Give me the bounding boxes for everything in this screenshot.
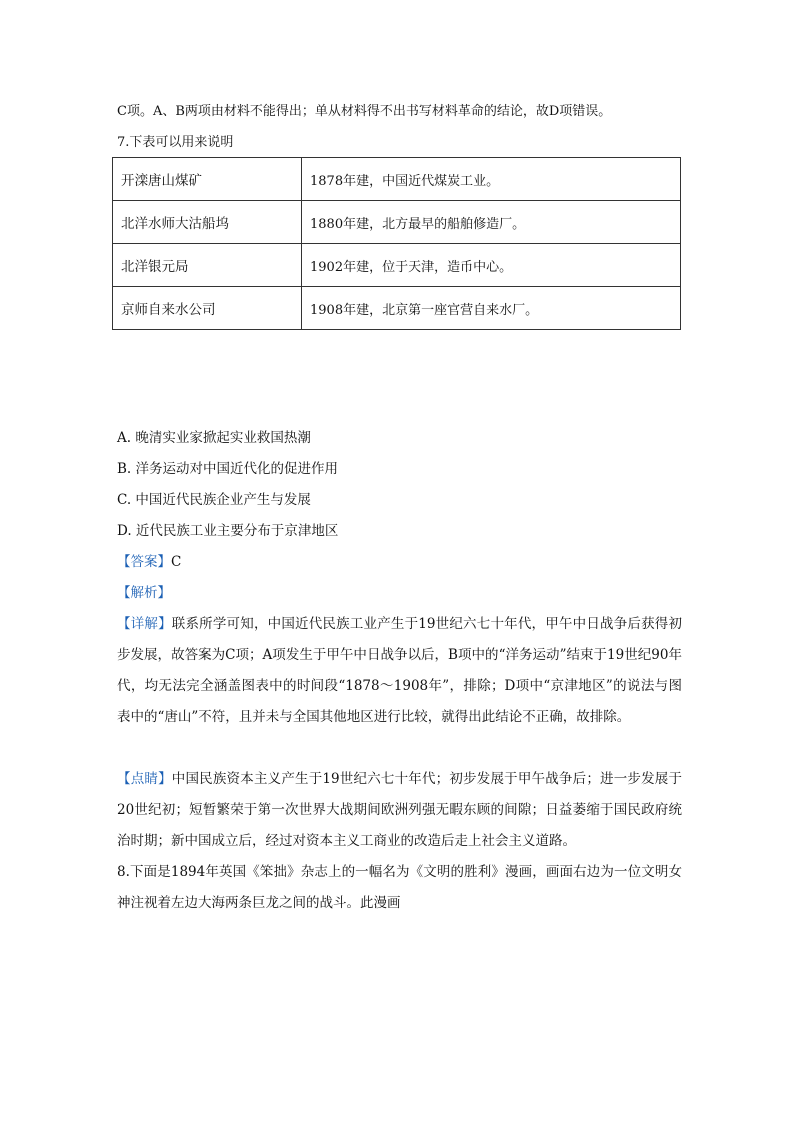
table-row — [113, 158, 681, 201]
option-d: D. 近代民族工业主要分布于京津地区 — [117, 523, 339, 539]
option-a: A. 晚清实业家掀起实业救国热潮 — [117, 430, 311, 446]
table-cell-name: 北洋水师大沽船坞 — [113, 201, 302, 244]
intro-line: C项。A、B两项由材料不能得出；单从材料得不出书写材料革命的结论，故D项错误。 — [117, 104, 612, 119]
table-cell-name: 京师自来水公司 — [113, 287, 302, 330]
option-c: C. 中国近代民族企业产生与发展 — [117, 492, 311, 508]
enterprise-table — [112, 157, 681, 330]
table-cell-desc: 1880年建，北方最早的船舶修造厂。 — [302, 201, 681, 244]
detail-paragraph — [117, 609, 682, 733]
detail-label: 【详解】 — [117, 616, 172, 632]
option-b: B. 洋务运动对中国近代化的促进作用 — [117, 461, 339, 477]
question-7-stem: 7.下表可以用来说明 — [117, 135, 234, 150]
answer-label: 【答案】 — [117, 554, 171, 570]
analysis-label: 【解析】 — [117, 585, 171, 601]
answer-line — [117, 552, 181, 572]
table-cell-name: 开滦唐山煤矿 — [113, 158, 302, 201]
analysis-line — [117, 583, 171, 603]
table-cell-name: 北洋银元局 — [113, 244, 302, 287]
answer-value: C — [171, 554, 182, 570]
table-row — [113, 244, 681, 287]
table-cell-desc: 1878年建，中国近代煤炭工业。 — [302, 158, 681, 201]
question-8-stem: 8.下面是1894年英国《笨拙》杂志上的一幅名为《文明的胜利》漫画，画面右边为一位文明女神注视着左边大海两条巨龙之间的战斗。此漫画 — [117, 864, 682, 911]
table-cell-desc: 1902年建，位于天津，造币中心。 — [302, 244, 681, 287]
tip-label: 【点睛】 — [117, 771, 172, 787]
table-row — [113, 201, 681, 244]
tip-paragraph — [117, 764, 682, 857]
table-row — [113, 287, 681, 330]
tip-text: 中国民族资本主义产生于19世纪六七十年代；初步发展于甲午战争后；进一步发展于20世纪初；短暂繁荣于第一次世界大战期间欧洲列强无暇东顾的间隙；日益萎缩于国民政府统治时期；新中国成立后，经过对资本主义工商业的改造后走上社会主义道路。 — [117, 771, 682, 849]
table-cell-desc: 1908年建，北京第一座官营自来水厂。 — [302, 287, 681, 330]
detail-text: 联系所学可知，中国近代民族工业产生于19世纪六七十年代，甲午中日战争后获得初步发展，故答案为C项；A项发生于甲午中日战争以后，B项中的“洋务运动”结束于19世纪90年代，均无法完全涵盖图表中的时间段“1878～1908年”，排除；D项中“京津地区”的说法与图表中的“唐山”不符，且并未与全国其他地区进行比较，就得出此结论不正确，故排除。 — [117, 616, 682, 725]
